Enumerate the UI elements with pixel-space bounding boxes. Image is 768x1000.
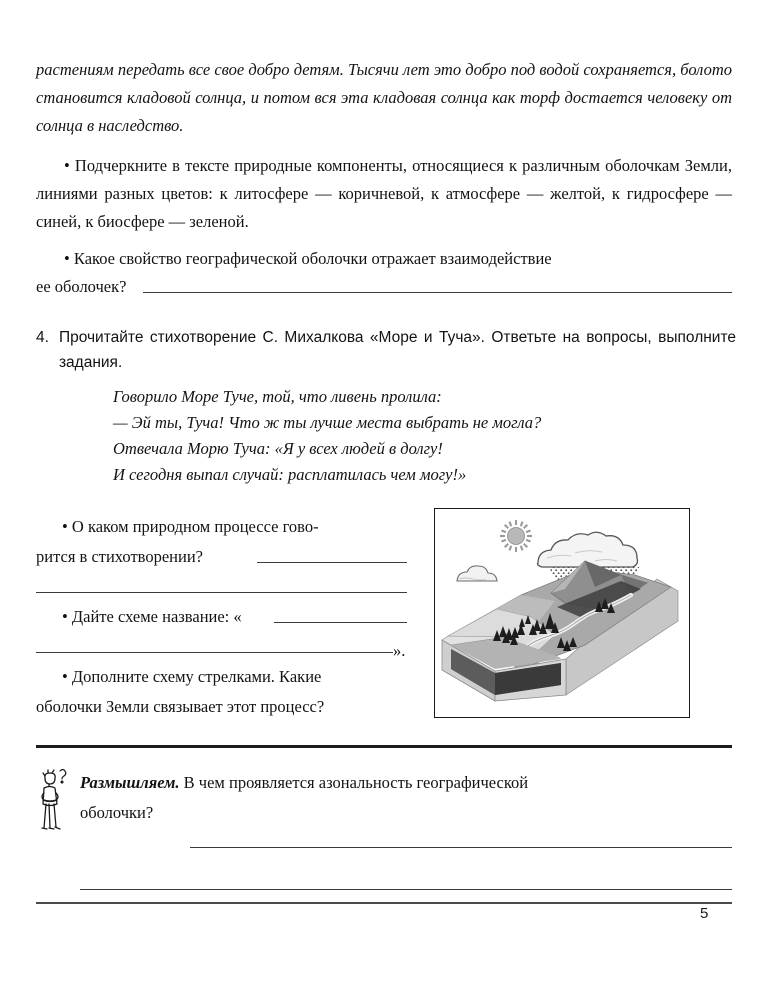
task-4 (36, 325, 736, 375)
answer-line-reflect-2[interactable] (80, 889, 732, 890)
question-3-line-1: • Дополните схему стрелками. Какие (62, 667, 322, 686)
question-2-spacer (36, 632, 406, 662)
answer-line-q2-a[interactable] (274, 622, 407, 623)
question-3-line-2: оболочки Земли связывает этот процесс? (36, 697, 325, 716)
reflect-block (80, 768, 732, 828)
poem-line: И сегодня выпал случай: расплатилась чем могу!» (113, 465, 467, 484)
task-4-text: Прочитайте стихотворение С. Михалкова «Море и Туча». Ответьте на вопросы, выполните задания. (58, 329, 736, 371)
thinking-person-icon (36, 766, 70, 836)
task-4-number: 4. (36, 329, 49, 346)
terrain-block (442, 561, 678, 701)
intro-paragraph-block (36, 56, 732, 140)
question-1-line-1: • О каком природном процессе гово- (62, 517, 319, 536)
bullet-property-block (36, 245, 732, 273)
question-1-line-2: рится в стихотворении? (36, 547, 203, 566)
reflect-question-line-2 (80, 798, 732, 828)
sun-icon (500, 520, 532, 552)
thinking-person-svg (36, 766, 70, 836)
intro-paragraph: растениям передать все свое добро детям. Тысячи лет это добро под водой сохраняется, болото становится кладовой солнца, и потом вся эта кладовая солнца как торф достается человеку от солнца в наследство. (36, 60, 732, 135)
answer-line-q2-b[interactable] (36, 652, 393, 653)
poem-line: — Эй ты, Туча! Что ж ты лучше места выбрать не могла? (113, 413, 542, 432)
question-column (36, 512, 406, 722)
answer-line-q1-b[interactable] (36, 592, 407, 593)
landscape-block-diagram (434, 508, 690, 718)
answer-line-q1-a[interactable] (257, 562, 407, 563)
landscape-block-diagram-svg (435, 509, 686, 714)
small-cloud-icon (457, 566, 497, 581)
page-number: 5 (700, 905, 709, 922)
section-divider-top (36, 745, 732, 748)
bullet-property-text: • Какое свойство географической оболочки отражает взаимодействие (64, 249, 552, 268)
bullet-underline-text: • Подчеркните в тексте природные компоненты, относящиеся к различным оболочкам Земли, линиями разных цветов: к литосфере — коричневой, к атмосфере — желтой, к гидросфере — синей, к биосфере — зеленой. (36, 156, 732, 231)
question-2-closing-quote-block (393, 637, 405, 665)
bullet-property-tail-block (36, 273, 732, 301)
reflect-question-line-1 (80, 768, 732, 798)
reflect-lead: Размышляем. (80, 773, 180, 792)
answer-line-reflect-1[interactable] (190, 847, 732, 848)
reflect-text: В чем проявляется азональность географической (179, 773, 529, 792)
question-2-closing-quote: ». (393, 641, 406, 660)
answer-line-property[interactable] (143, 292, 732, 293)
poem-block (113, 384, 673, 488)
bullet-underline-block (36, 152, 732, 236)
reflect-tail: оболочки? (80, 803, 154, 822)
question-2-line-1: • Дайте схеме название: « (62, 607, 242, 626)
poem-line: Говорило Море Туче, той, что ливень пролила: (113, 387, 442, 406)
bullet-property-tail: ее оболочек? (36, 277, 127, 296)
section-divider-bottom (36, 902, 732, 904)
poem-line: Отвечала Морю Туча: «Я у всех людей в долгу! (113, 439, 443, 458)
question-1-spacer (36, 572, 406, 602)
